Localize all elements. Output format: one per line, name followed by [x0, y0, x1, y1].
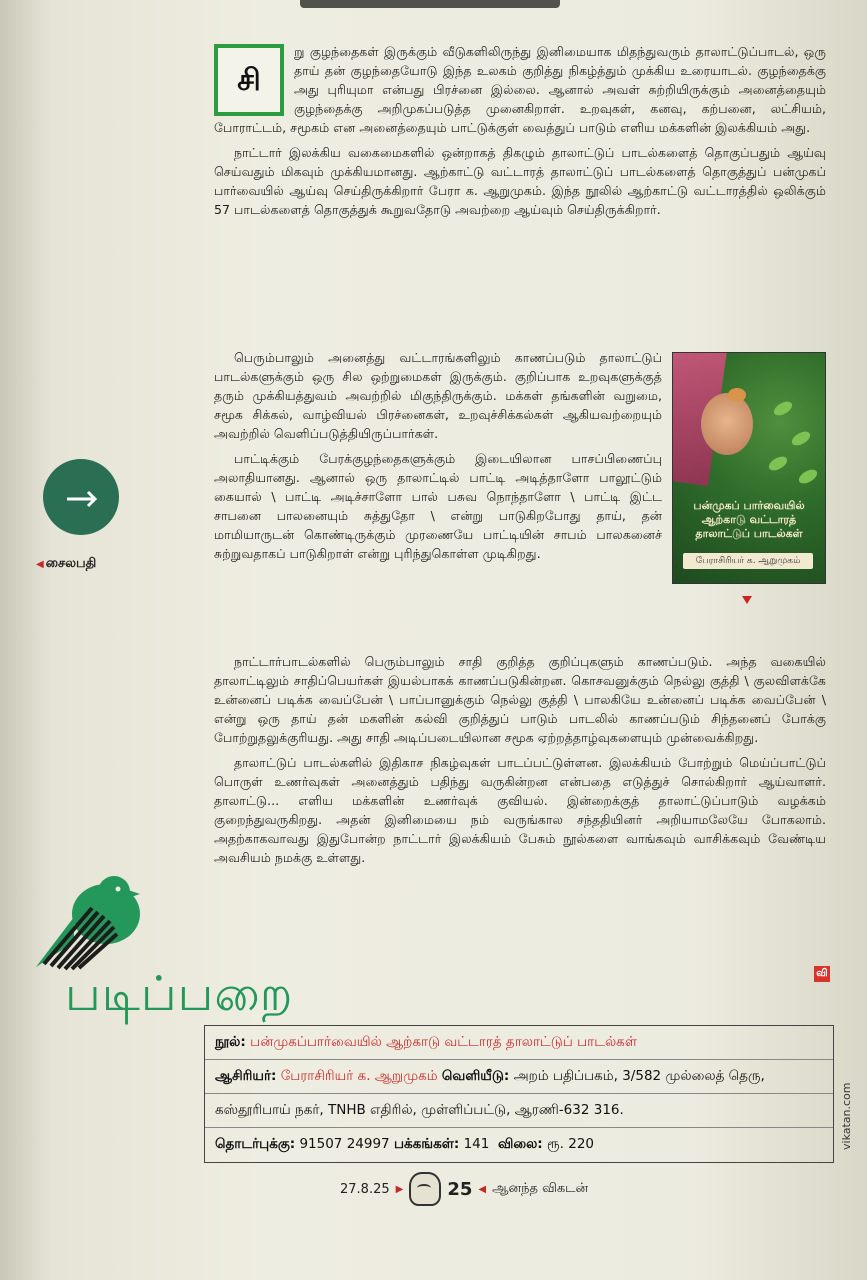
paragraph-4: பாட்டிக்கும் பேரக்குழந்தைகளுக்கும் இடையிலான பாசப்பிணைப்பு அலாதியானது. ஆனால் ஒரு தாலாட்டில் பாட்டி அடித்தாளோ பாலூட்டும் கையால் \ பாட்டி அடிச்சாளோ பால் பசுவ நொந்தாளோ \ பாட்டி இட்ட சாபனை பாலனையும் சுத்துதோ \ என்று பாடுகிறபோது தாய், தன் மாமியாருடன் கொண்டிருக்கும் முரணையே பாட்டியின் சாபம் பாலகனைச் சுற்றுவதாகப் பாடுகிறாள் என்று புரிந்துகொள்ள முடிகிறது. [214, 451, 662, 561]
info-row-address [205, 1094, 833, 1128]
cover-leaf [797, 467, 820, 487]
cover-leaf [772, 399, 795, 419]
contact-value: 91507 24997 [299, 1136, 390, 1152]
footer-marker-icon: ▶ [395, 1183, 404, 1195]
cover-title [683, 499, 815, 541]
paragraph-1-text: று குழந்தைகள் இருக்கும் வீடுகளிலிருந்து இனிமையாக மிதந்துவரும் தாலாட்டுப்பாடல், ஒரு தாய் தன் குழந்தையோடு இந்த உலகம் குறித்து நிகழ்த்தும் முக்கிய உரையாடல். குழந்தைக்கு அது புரியுமா என்பது பிரச்னை இல்லை. ஆனால் அவள் சுற்றியிருக்கும் அனைத்தையும் குழந்தைக்கு அறிமுகப்படுத்த முனைகிறாள். உறவுகள், கனவு, கற்பனை, லட்சியம், போராட்டம், சமூகம் என அனைத்தையும் பாட்டுக்குள் வைத்துப் பாடும் எளிய மக்களின் இலக்கியம் அது. [214, 44, 826, 135]
price-label: விலை: [497, 1136, 543, 1152]
article-body-bottom [214, 652, 826, 873]
page-number: 25 [447, 1178, 473, 1200]
article-body-middle [214, 348, 662, 569]
footer-marker-icon: ◀ [478, 1183, 487, 1195]
cover-caption-marker [742, 596, 752, 604]
page-footer [340, 1172, 588, 1206]
byline-name: சைலபதி [45, 556, 97, 571]
pages-value: 141 [463, 1136, 490, 1152]
cover-child-face [701, 393, 753, 455]
info-row-contact [205, 1128, 833, 1161]
end-mark-icon: வி [814, 966, 830, 982]
cover-leaf [790, 429, 813, 449]
paragraph-1 [214, 42, 826, 137]
paragraph-3: பெரும்பாலும் அனைத்து வட்டாரங்களிலும் காணப்படும் தாலாட்டுப் பாடல்களுக்கும் ஒரு சில ஒற்றுமைகள் இருக்கும். குறிப்பாக உறவுகளுக்குத் தரும் முக்கியத்துவம் அவற்றில் மிகுந்திருக்கும். மக்கள் தங்களின் வறுமை, சமூக சிக்கல், வாழ்வியல் பிரச்னைகள், உறவுச்சிக்கல்கள் ஆகியவற்றையும் அவற்றில் வெளிப்படுத்தியிருப்பார்கள். [214, 350, 662, 441]
side-url: vikatan.com [840, 1082, 853, 1150]
arrow-right-icon [43, 459, 119, 535]
cover-title-line-1: பன்முகப் பார்வையில் [693, 499, 805, 512]
author-byline [36, 556, 96, 572]
paragraph-6: தாலாட்டுப் பாடல்களில் இதிகாச நிகழ்வுகள் பாடப்பட்டுள்ளன. இலக்கியம் போற்றும் மெய்ப்பாட்டுப் பொருள் உணர்வுகள் அனைத்தும் பதிந்து வருகின்றன என்பதை எடுத்துச் சொல்கிறார் ஆய்வாளர். தாலாட்டு... எளிய மக்களின் உணர்வுக் குவியல். இன்றைக்குத் தாலாட்டுப்பாடும் வழக்கம் குறைந்துவருகிறது. அதன் இனிமையை நம் வருங்கால சந்ததியினர் அறியாமலேயே போகலாம். அதற்காகவாவது இதுபோன்ற நாட்டார் இலக்கியம் பேசும் நூல்களை வாங்கவும் வாசிக்கவும் வேண்டிய அவசியம் நமக்கு உள்ளது. [214, 755, 826, 865]
publisher-address: கஸ்தூரிபாய் நகர், TNHB எதிரில், முள்ளிப்பட்டு, ஆரணி-632 316. [215, 1102, 624, 1118]
cover-flower [728, 388, 746, 402]
magazine-name: ஆனந்த விகடன் [492, 1181, 589, 1196]
author-value: பேராசிரியர் க. ஆறுமுகம் [280, 1068, 438, 1084]
book-cover-image [672, 352, 826, 584]
contact-label: தொடர்புக்கு: [215, 1136, 296, 1152]
price-value: ரூ. 220 [547, 1136, 595, 1152]
book-label: நூல்: [215, 1034, 246, 1050]
info-row-author [205, 1060, 833, 1094]
article-body-top [214, 42, 826, 225]
issue-date: 27.8.25 [340, 1181, 390, 1197]
info-row-book [205, 1026, 833, 1060]
publisher-label: வெளியீடு: [441, 1068, 510, 1084]
book-title-value: பன்முகப்பார்வையில் ஆற்காடு வட்டாரத் தாலாட்டுப் பாடல்கள் [250, 1034, 638, 1050]
publisher-value: அறம் பதிப்பகம், 3/582 முல்லைத் தெரு, [513, 1068, 765, 1084]
dropcap: சி [214, 44, 284, 116]
magazine-mascot-logo [409, 1172, 441, 1206]
book-info-box [204, 1025, 834, 1163]
cover-title-line-2: ஆற்காடு வட்டாரத் [701, 513, 797, 526]
cover-author: பேராசிரியர் க. ஆறுமுகம் [683, 553, 813, 569]
paragraph-2: நாட்டார் இலக்கிய வகைமைகளில் ஒன்றாகத் திகழும் தாலாட்டுப் பாடல்களைத் தொகுப்பதும் ஆய்வு செய்வதும் மிகவும் முக்கியமானது. ஆற்காட்டு வட்டாரத் தாலாட்டுப் பாடல்களைத் தொகுத்துப் பன்முகப் பார்வையில் ஆய்வு செய்திருக்கிறார் பேரா க. ஆறுமுகம். இந்த நூலில் ஆற்காட்டு வட்டாரத்தில் ஒலிக்கும் 57 பாடல்களைத் தொகுத்துக் கூறுவதோடு அவற்றை ஆய்வும் செய்திருக்கிறார். [214, 145, 826, 217]
section-title: படிப்பறை [65, 966, 294, 1022]
byline-marker-icon: ◀ [36, 559, 44, 570]
bird-book-icon [34, 872, 144, 976]
author-label: ஆசிரியர்: [215, 1068, 277, 1084]
cover-title-line-3: தாலாட்டுப் பாடல்கள் [695, 527, 803, 540]
side-url-wrap [840, 1082, 867, 1163]
pages-label: பக்கங்கள்: [393, 1136, 460, 1152]
paragraph-5: நாட்டார்பாடல்களில் பெரும்பாலும் சாதி குறித்த குறிப்புகளும் காணப்படும். அந்த வகையில் தாலாட்டிலும் சாதிப்பெயர்கள் இயல்பாகக் காணப்படுகின்றன. கொசவனுக்கும் நெல்லு குத்தி \ குலவிளக்கே உன்னைப் படிக்க வைப்பேன் \ பாப்பானுக்கும் நெல்லு குத்தி \ பாலகியே உன்னைப் படிக்க வைப்பேன் \ என்று ஒரு தாய் தன் மகளின் கல்வி குறித்துப் பாடும் பாடலில் காணப்படும் சிந்தனைப் போக்கு போற்றுதலுக்குரியது. அது சாதி அடிப்படையிலான சமூக ஏற்றத்தாழ்வுகளையும் முன்வைக்கிறது. [214, 654, 826, 745]
top-edge-strip [300, 0, 560, 8]
cover-leaf [767, 454, 790, 474]
